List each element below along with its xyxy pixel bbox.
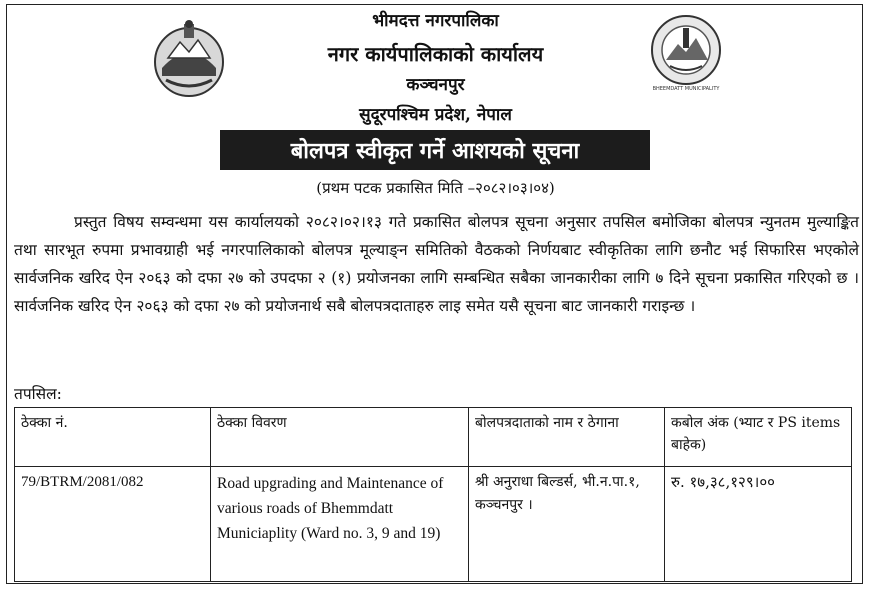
publication-date: (प्रथम पटक प्रकासित मिति –२०८२।०३।०४) [316, 179, 555, 197]
details-label: तपसिल: [14, 385, 62, 403]
header-bidder: बोलपत्रदाताको नाम र ठेगाना [469, 408, 665, 467]
cell-description: Road upgrading and Maintenance of various roads of Bhemmdatt Municiaplity (Ward no. 3, 9 and 19) [211, 467, 469, 582]
municipality-name: भीमदत्त नगरपालिका [372, 11, 499, 31]
province-name: सुदूरपश्चिम प्रदेश, नेपाल [359, 105, 512, 125]
header-description: ठेक्का विवरण [211, 408, 469, 467]
table-header-row [15, 408, 852, 467]
header-contract-no: ठेक्का नं. [15, 408, 211, 467]
svg-text:BHEEMDATT MUNICIPALITY: BHEEMDATT MUNICIPALITY [652, 86, 720, 92]
cell-amount: रु. १७,३८,१२९।०० [665, 467, 852, 582]
table-row [15, 467, 852, 582]
tender-table [14, 407, 852, 582]
notice-body: प्रस्तुत विषय सम्वन्धमा यस कार्यालयको २०८२।०२।१३ गते प्रकासित बोलपत्र सूचना अनुसार तपसिल बमोजिका बोलपत्र न्युनतम मुल्याङ्कित तथा सारभूत रुपमा प्रभावग्राही भई नगरपालिकाको बोलपत्र मूल्याङ्न समितिको वैठकको निर्णयबाट स्वीकृतिका लागि छनौट भई सिफारिस भएकोले सार्वजनिक खरिद ऐन २०६३ को दफा २७ को उपदफा २ (१) प्रयोजनका लागि सम्बन्धित सबैका जानकारीका लागि ७ दिने सूचना प्रकासित गरिएको छ । सार्वजनिक खरिद ऐन २०६३ को दफा २७ को प्रयोजनार्थ सबै बोलपत्रदाताहरु लाइ समेत यसै सूचना बाट जानकारी गराइन्छ । [14, 213, 859, 315]
cell-bidder: श्री अनुराधा बिल्डर्स, भी.न.पा.१, कञ्चनपुर । [469, 467, 665, 582]
header-amount: कबोल अंक (भ्याट र PS items बाहेक) [665, 408, 852, 467]
office-name: नगर कार्यपालिकाको कार्यालय [327, 42, 544, 66]
district-name: कञ्चनपुर [406, 75, 465, 95]
cell-contract-no: 79/BTRM/2081/082 [15, 467, 211, 582]
notice-title: बोलपत्र स्वीकृत गर्ने आशयको सूचना [220, 130, 650, 170]
